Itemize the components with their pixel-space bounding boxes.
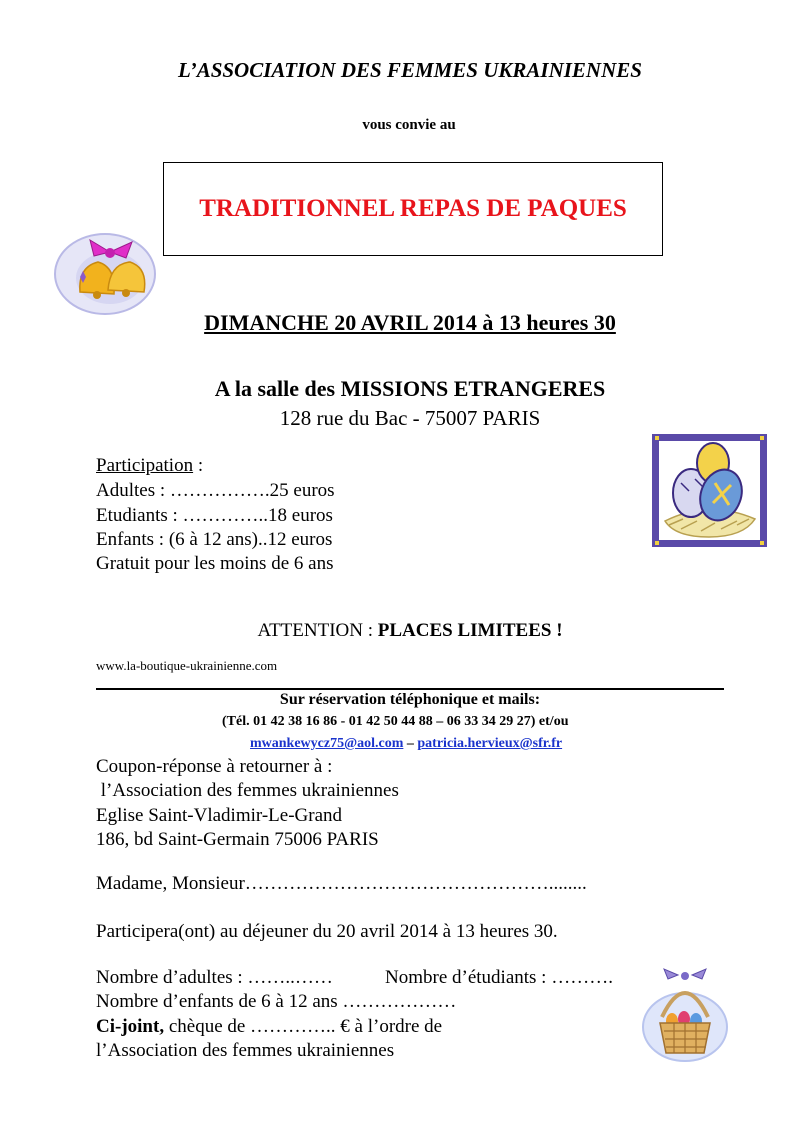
participation-heading xyxy=(96,455,203,477)
price-free: Gratuit pour les moins de 6 ans xyxy=(96,553,334,574)
coupon-line-1: Coupon-réponse à retourner à : xyxy=(96,756,333,777)
event-address: 128 rue du Bac - 75007 PARIS xyxy=(279,406,541,430)
easter-bells-icon xyxy=(50,222,165,322)
cheque-payee: l’Association des femmes ukrainiennes xyxy=(96,1040,395,1061)
coupon-line-3: Eglise Saint-Vladimir-Le-Grand xyxy=(96,805,343,826)
participation-heading-label: Participation xyxy=(96,455,194,476)
cheque-line[interactable] xyxy=(96,1016,442,1038)
easter-eggs-nest-icon xyxy=(651,433,768,548)
cheque-rest: chèque de ………….. € à l’ordre de xyxy=(164,1016,443,1037)
email-separator: – xyxy=(403,736,418,751)
horizontal-divider xyxy=(96,688,724,690)
invite-line: vous convie au xyxy=(362,117,456,133)
event-venue: A la salle des MISSIONS ETRANGERES xyxy=(214,376,606,401)
participation-heading-colon: : xyxy=(193,455,204,476)
event-date: DIMANCHE 20 AVRIL 2014 à 13 heures 30 xyxy=(204,310,616,335)
email-link-2[interactable]: patricia.hervieux@sfr.fr xyxy=(417,736,563,751)
price-students: Etudiants : …………..18 euros xyxy=(96,505,333,526)
price-adults: Adultes : …………….25 euros xyxy=(96,480,335,501)
salutation-line[interactable]: Madame, Monsieur…………………………………………........ xyxy=(96,873,587,894)
adults-count-field[interactable]: Nombre d’adultes : ……..…… xyxy=(96,967,333,988)
event-title: TRADITIONNEL REPAS DE PAQUES xyxy=(199,195,627,222)
reservation-heading: Sur réservation téléphonique et mails: xyxy=(279,691,541,708)
website-link[interactable]: www.la-boutique-ukrainienne.com xyxy=(96,658,278,673)
price-children: Enfants : (6 à 12 ans)..12 euros xyxy=(96,529,333,550)
attention-prefix: ATTENTION : xyxy=(257,620,378,641)
attention-emphasis: PLACES LIMITEES ! xyxy=(377,620,563,641)
attention-line xyxy=(0,620,800,642)
easter-basket-icon xyxy=(640,965,730,1065)
reservation-emails xyxy=(250,736,562,752)
cheque-bold: Ci-joint, xyxy=(96,1016,165,1037)
email-link-1[interactable]: mwankewycz75@aol.com xyxy=(250,736,404,751)
students-count-field[interactable]: Nombre d’étudiants : ………. xyxy=(385,967,613,988)
children-count-field[interactable]: Nombre d’enfants de 6 à 12 ans ……………… xyxy=(96,991,457,1012)
participation-line: Participera(ont) au déjeuner du 20 avril 2014 à 13 heures 30. xyxy=(96,921,558,942)
reservation-phones: (Tél. 01 42 38 16 86 - 01 42 50 44 88 – 06 33 34 29 27) et/ou xyxy=(222,714,569,729)
coupon-line-2: l’Association des femmes ukrainiennes xyxy=(96,780,399,801)
coupon-line-4: 186, bd Saint-Germain 75006 PARIS xyxy=(96,829,379,850)
organization-title: L’ASSOCIATION DES FEMMES UKRAINIENNES xyxy=(178,58,642,82)
